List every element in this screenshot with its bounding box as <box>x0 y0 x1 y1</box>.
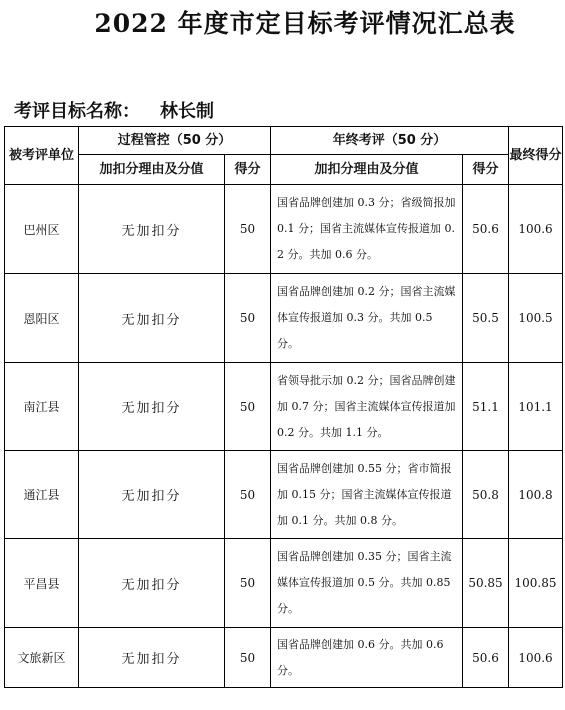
table-cell-process-reason: 无加扣分 <box>79 363 225 451</box>
table-cell-process-score: 50 <box>225 539 271 628</box>
table-cell-final-score: 100.85 <box>509 539 563 628</box>
table-row <box>5 274 563 363</box>
table-cell-unit: 平昌县 <box>5 539 79 628</box>
table-cell-process-reason: 无加扣分 <box>79 274 225 363</box>
table-cell-process-score: 50 <box>225 628 271 688</box>
subheader-row <box>5 155 563 185</box>
table-cell-annual-score: 50.8 <box>463 451 509 539</box>
table-cell-final-score: 100.5 <box>509 274 563 363</box>
table-row <box>5 628 563 688</box>
table-cell-annual-score: 50.6 <box>463 185 509 274</box>
table-row <box>5 539 563 628</box>
target-name-line <box>14 97 214 123</box>
subheader-annual-score: 得分 <box>463 155 509 185</box>
table-cell-final-score: 100.6 <box>509 628 563 688</box>
header-annual: 年终考评（50 分） <box>271 127 509 155</box>
table-cell-annual-reason: 国省品牌创建加 0.35 分；国省主流媒体宣传报道加 0.5 分。共加 0.85 分。 <box>271 539 463 628</box>
table-cell-process-score: 50 <box>225 363 271 451</box>
table-cell-annual-score: 50.6 <box>463 628 509 688</box>
table-cell-annual-reason: 国省品牌创建加 0.6 分。共加 0.6 分。 <box>271 628 463 688</box>
table-cell-unit: 南江县 <box>5 363 79 451</box>
header-final: 最终得分 <box>509 127 563 185</box>
table-cell-final-score: 100.6 <box>509 185 563 274</box>
table-cell-annual-reason: 省领导批示加 0.2 分；国省品牌创建加 0.7 分；国省主流媒体宣传报道加 0.2 分。共加 1.1 分。 <box>271 363 463 451</box>
table-cell-process-score: 50 <box>225 451 271 539</box>
table-cell-unit: 恩阳区 <box>5 274 79 363</box>
table-cell-process-reason: 无加扣分 <box>79 628 225 688</box>
table-cell-process-reason: 无加扣分 <box>79 185 225 274</box>
summary-table <box>4 126 563 688</box>
table-cell-unit: 文旅新区 <box>5 628 79 688</box>
table-cell-unit: 巴州区 <box>5 185 79 274</box>
subheader-process-reason: 加扣分理由及分值 <box>79 155 225 185</box>
header-process: 过程管控（50 分） <box>79 127 271 155</box>
table-cell-final-score: 101.1 <box>509 363 563 451</box>
table-cell-annual-score: 51.1 <box>463 363 509 451</box>
table-cell-process-score: 50 <box>225 274 271 363</box>
subheader-annual-reason: 加扣分理由及分值 <box>271 155 463 185</box>
target-name-value: 林长制 <box>160 101 214 122</box>
table-cell-process-reason: 无加扣分 <box>79 451 225 539</box>
table-cell-unit: 通江县 <box>5 451 79 539</box>
header-row <box>5 127 563 155</box>
table-cell-annual-reason: 国省品牌创建加 0.2 分；国省主流媒体宣传报道加 0.3 分。共加 0.5 分。 <box>271 274 463 363</box>
table-row <box>5 363 563 451</box>
table-cell-annual-score: 50.85 <box>463 539 509 628</box>
target-name-label: 考评目标名称： <box>14 101 140 122</box>
page-title: 2022 年度市定目标考评情况汇总表 <box>94 9 516 38</box>
table-cell-annual-reason: 国省品牌创建加 0.3 分；省级简报加 0.1 分；国省主流媒体宣传报道加 0.2 分。共加 0.6 分。 <box>271 185 463 274</box>
table-row <box>5 451 563 539</box>
table-cell-annual-score: 50.5 <box>463 274 509 363</box>
table-cell-process-score: 50 <box>225 185 271 274</box>
table-cell-annual-reason: 国省品牌创建加 0.55 分；省市简报加 0.15 分；国省主流媒体宣传报道加 0.1 分。共加 0.8 分。 <box>271 451 463 539</box>
table-cell-final-score: 100.8 <box>509 451 563 539</box>
header-unit: 被考评单位 <box>5 127 79 185</box>
table-cell-process-reason: 无加扣分 <box>79 539 225 628</box>
table-row <box>5 185 563 274</box>
subheader-process-score: 得分 <box>225 155 271 185</box>
